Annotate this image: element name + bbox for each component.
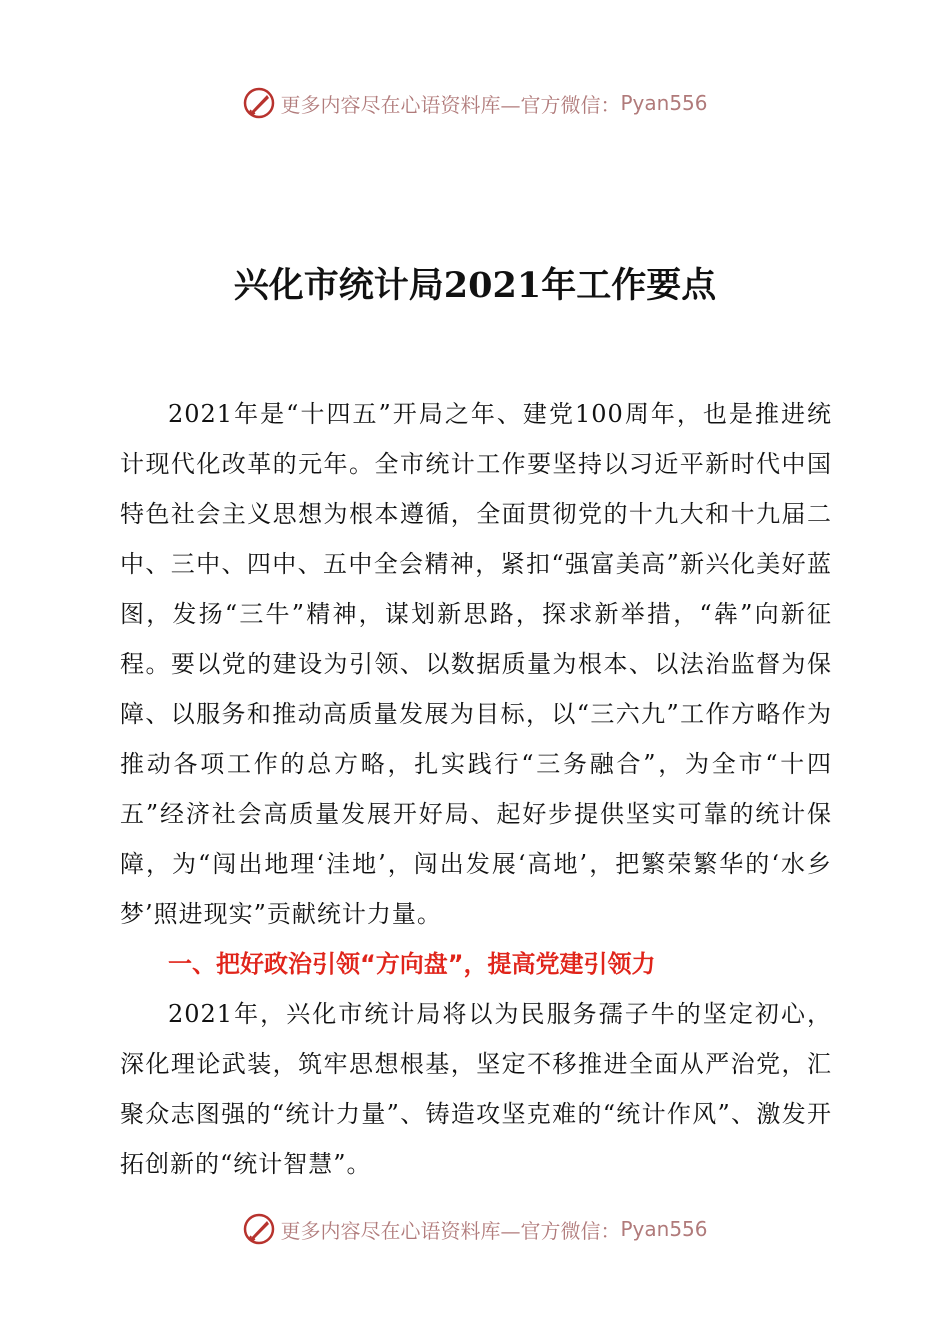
watermark-header bbox=[0, 86, 950, 120]
watermark-wechat-id: Pyan556 bbox=[620, 91, 708, 115]
document-title: 兴化市统计局2021年工作要点 bbox=[233, 265, 717, 306]
watermark-footer bbox=[0, 1212, 950, 1246]
quill-logo-icon bbox=[242, 1212, 276, 1246]
document-body bbox=[120, 389, 832, 1189]
section-heading-1: 一、把好政治引领“方向盘”，提高党建引领力 bbox=[168, 950, 656, 978]
watermark-wechat-id: Pyan556 bbox=[620, 1217, 708, 1241]
quill-logo-icon bbox=[242, 86, 276, 120]
intro-paragraph: 2021年是“十四五”开局之年、建党100周年，也是推进统计现代化改革的元年。全市统计工作要坚持以习近平新时代中国特色社会主义思想为根本遵循，全面贯彻党的十九大和十九届二中、三中、四中、五中全会精神，紧扣“强富美高”新兴化美好蓝图，发扬“三牛”精神，谋划新思路，探求新举措，“犇”向新征程。要以党的建设为引领、以数据质量为根本、以法治监督为保障、以服务和推动高质量发展为目标，以“三六九”工作方略作为推动各项工作的总方略，扎实践行“三务融合”，为全市“十四五”经济社会高质量发展开好局、起好步提供坚实可靠的统计保障，为“闯出地理‘洼地’，闯出发展‘高地’，把繁荣繁华的‘水乡梦’照进现实”贡献统计力量。 bbox=[120, 400, 832, 928]
watermark-text: 更多内容尽在心语资料库—官方微信： bbox=[280, 1218, 621, 1243]
section-1-paragraph: 2021年，兴化市统计局将以为民服务孺子牛的坚定初心，深化理论武装，筑牢思想根基，坚定不移推进全面从严治党，汇聚众志图强的“统计力量”、铸造攻坚克难的“统计作风”、激发开拓创新的“统计智慧”。 bbox=[120, 1000, 832, 1178]
watermark-text: 更多内容尽在心语资料库—官方微信： bbox=[280, 92, 621, 117]
